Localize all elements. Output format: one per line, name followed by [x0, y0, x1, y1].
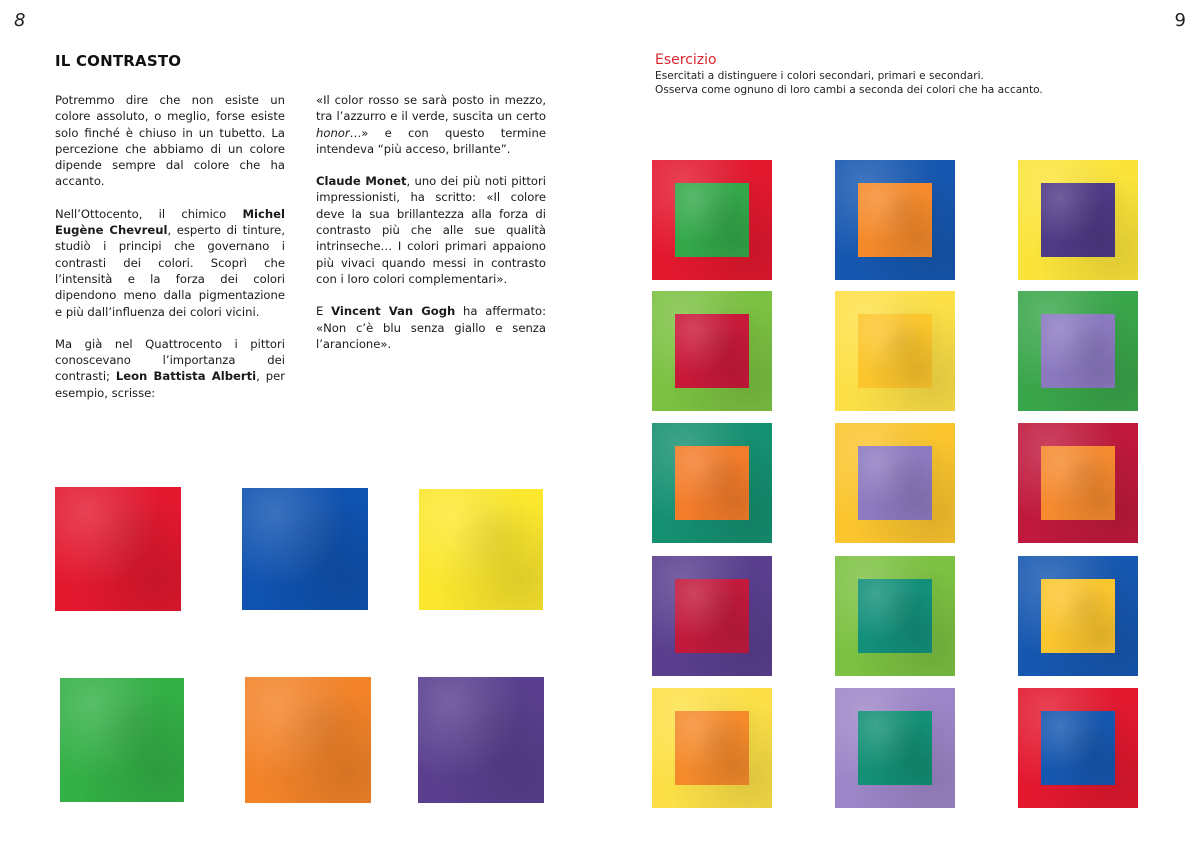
- exercise-instruction-1: Esercitati a distinguere i colori secondari, primari e secondari.: [655, 70, 984, 82]
- contrast-square-inner: [675, 446, 749, 520]
- swatch-violet: [418, 677, 544, 803]
- swatch-orange: [245, 677, 371, 803]
- contrast-square: [652, 291, 772, 411]
- name-chevreul: Michel Eugène Chevreul: [55, 206, 285, 238]
- contrast-square-inner: [1041, 711, 1115, 785]
- contrast-square-inner: [858, 579, 932, 653]
- contrast-square-inner: [1041, 579, 1115, 653]
- paragraph: Nell’Ottocento, il chimico Michel Eugène Chevreul, esperto di tinture, studiò i principi che governano i contrasti dei colori. Scoprì che l’intensità e la forza dei colori dipendono meno dalla pigmentazione e più dall’influenza dei colori vicini.: [55, 206, 286, 319]
- swatch-yellow: [419, 489, 543, 610]
- swatch-red: [55, 487, 181, 611]
- contrast-square-inner: [1041, 314, 1115, 388]
- contrast-square-inner: [858, 314, 932, 388]
- contrast-square: [835, 291, 955, 411]
- contrast-square-inner: [675, 579, 749, 653]
- contrast-square-inner: [858, 183, 932, 257]
- page-number-right: 9: [1174, 10, 1186, 31]
- contrast-square: [835, 160, 955, 280]
- word-honor: honor: [316, 125, 350, 140]
- swatch-green: [60, 678, 184, 802]
- exercise-instruction-2: Osserva come ognuno di loro cambi a seconda dei colori che ha accanto.: [655, 84, 1043, 96]
- contrast-square-inner: [675, 183, 749, 257]
- contrast-square: [835, 423, 955, 543]
- paragraph: Claude Monet, uno dei più noti pittori impressionisti, ha scritto: «Il colore deve la sua brillantezza alla forza di contrasto più che alle sue qualità intrinseche… I colori primari appaiono più vivaci quando messi in contrasto con i loro colori complementari».: [316, 174, 546, 286]
- paragraph: Potremmo dire che non esiste un colore assoluto, o meglio, forse esiste solo finché è chiuso in un tubetto. La percezione che abbiamo di un colore dipende sempre dal colore che ha accanto.: [55, 93, 285, 189]
- swatch-blue: [242, 488, 368, 610]
- paragraph: «Il color rosso se sarà posto in mezzo, tra l’azzurro e il verde, suscita un certo honor…» e con questo termine intendeva “più acceso, brillante”.: [316, 93, 546, 156]
- right-page: [600, 0, 1200, 859]
- contrast-square-inner: [1041, 446, 1115, 520]
- page-title: IL CONTRASTO: [55, 52, 182, 70]
- contrast-square: [652, 688, 772, 808]
- contrast-square-inner: [858, 711, 932, 785]
- contrast-square-inner: [1041, 183, 1115, 257]
- text-column-2: [316, 92, 546, 368]
- name-monet: Claude Monet: [316, 174, 407, 189]
- contrast-square: [835, 556, 955, 676]
- text-column-1: [55, 92, 285, 417]
- contrast-square-inner: [858, 446, 932, 520]
- contrast-square: [1018, 688, 1138, 808]
- contrast-square: [1018, 556, 1138, 676]
- contrast-square: [1018, 160, 1138, 280]
- contrast-square: [652, 423, 772, 543]
- contrast-square-inner: [675, 314, 749, 388]
- contrast-square: [1018, 423, 1138, 543]
- page-number-left: 8: [14, 10, 26, 31]
- name-van-gogh: Vincent Van Gogh: [331, 304, 456, 319]
- contrast-square: [652, 556, 772, 676]
- contrast-square: [1018, 291, 1138, 411]
- paragraph: Ma già nel Quattrocento i pittori conoscevano l’importanza dei contrasti; Leon Battista Alberti, per esempio, scrisse:: [55, 336, 285, 400]
- contrast-square-inner: [675, 711, 749, 785]
- contrast-square: [835, 688, 955, 808]
- contrast-square: [652, 160, 772, 280]
- paragraph: E Vincent Van Gogh ha affermato: «Non c’è blu senza giallo e senza l’arancione».: [316, 304, 546, 351]
- exercise-title: Esercizio: [655, 52, 717, 68]
- name-alberti: Leon Battista Alberti: [115, 369, 257, 384]
